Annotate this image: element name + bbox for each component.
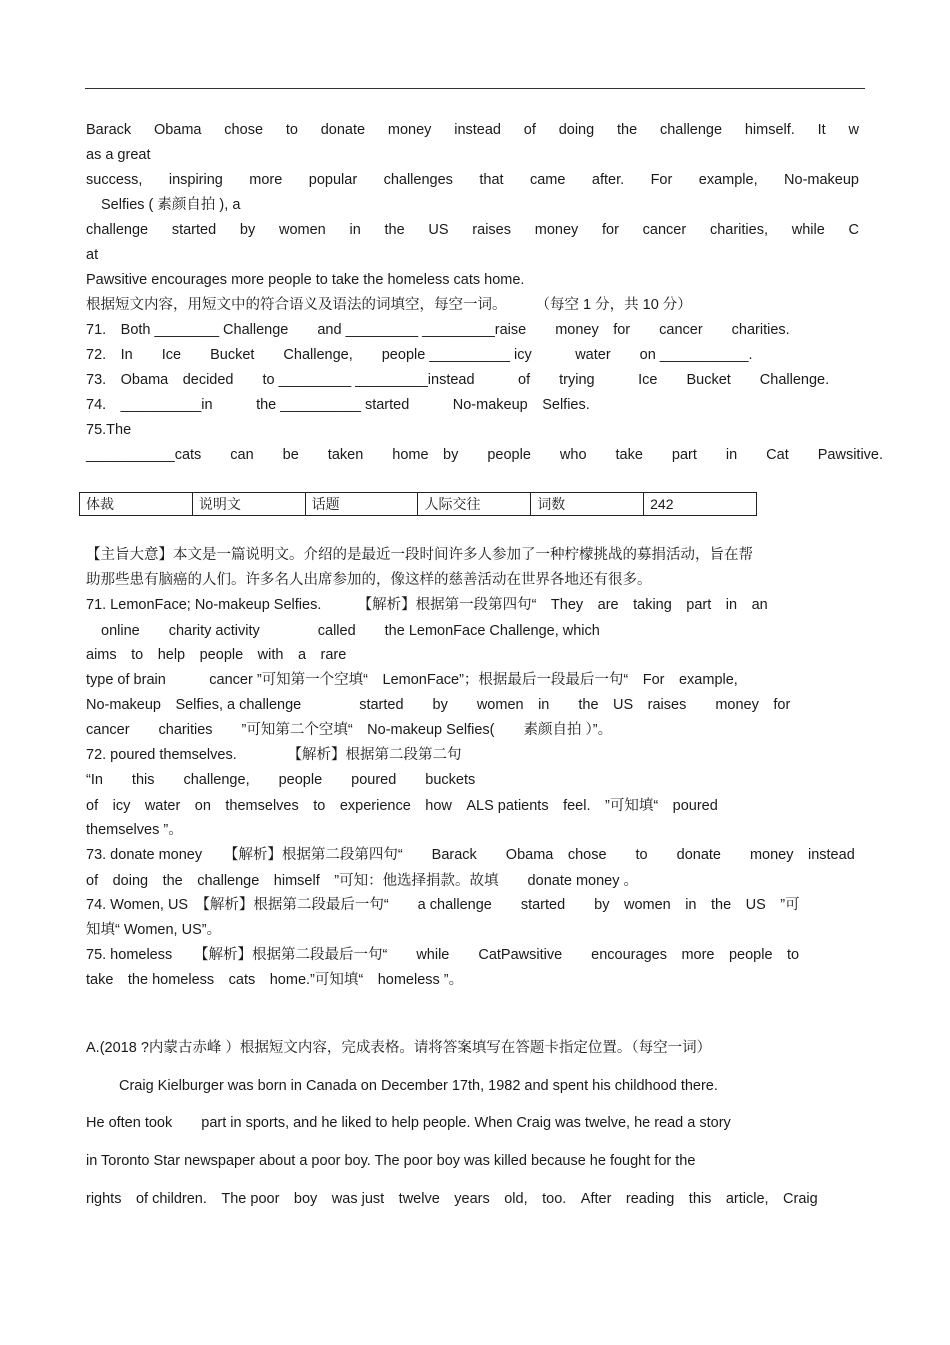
answer-line: online charity activity called the LemonFace Challenge, which — [101, 623, 600, 639]
info-table — [79, 492, 757, 516]
summary-line: 助那些患有脑癌的人们。许多名人出席参加的，像这样的慈善活动在世界各地还有很多。 — [86, 572, 652, 588]
answer-line: “In this challenge, people poured buckets — [86, 772, 476, 788]
section-a-line: Craig Kielburger was born in Canada on December 17th, 1982 and spent his childhood there. — [119, 1078, 718, 1094]
answer-line: of doing the challenge himself ”可知：他选择捐款。故填 donate money 。 — [86, 873, 638, 889]
answer-line: 知填“ Women, US”。 — [86, 922, 222, 938]
passage-line: at — [86, 247, 99, 263]
passage-line: as a great — [86, 147, 151, 163]
question-71: 71. Both ________ Challenge and _________ _________raise money for cancer charities. — [86, 322, 790, 338]
section-a-heading: A.(2018 ?内蒙古赤峰 ）根据短文内容，完成表格。请将答案填写在答题卡指定位置。（每空一词） — [86, 1040, 712, 1056]
question-73: 73. Obama decided to _________ _________instead of trying Ice Bucket Challenge. — [86, 372, 830, 388]
answer-line: of icy water on themselves to experience how ALS patients feel. ”可知填“ poured — [86, 798, 718, 814]
table-cell: 242 — [644, 493, 757, 516]
section-a-line: rights of children. The poor boy was just twelve years old, too. After reading this article, Craig — [86, 1191, 818, 1207]
section-a-line: in Toronto Star newspaper about a poor boy. The poor boy was killed because he fought for the — [86, 1153, 696, 1169]
passage-line: Pawsitive encourages more people to take the homeless cats home. — [86, 272, 525, 288]
table-cell: 话题 — [305, 493, 418, 516]
table-cell: 人际交往 — [418, 493, 531, 516]
summary-line: 【主旨大意】本文是一篇说明文。介绍的是最近一段时间许多人参加了一种柠檬挑战的募捐活动，旨在帮 — [86, 547, 753, 563]
section-a-line: He often took part in sports, and he liked to help people. When Craig was twelve, he read a story — [86, 1115, 731, 1131]
answer-line: 75. homeless 【解析】根据第二段最后一句“ while CatPawsitive encourages more people to — [86, 947, 800, 963]
question-75-line: ___________cats can be taken home by people who take part in Cat Pawsitive. — [86, 447, 884, 463]
table-cell: 词数 — [531, 493, 644, 516]
passage-line: Selfies ( 素颜自拍 ), a — [101, 197, 241, 213]
answer-line: No-makeup Selfies, a challenge started by women in the US raises money for — [86, 697, 791, 713]
question-74: 74. __________in the __________ started No-makeup Selfies. — [86, 397, 590, 413]
passage-line: challenge started by women in the US raises money for cancer charities, while C — [86, 222, 859, 238]
table-row — [80, 493, 757, 516]
answer-line: 72. poured themselves. 【解析】根据第二段第二句 — [86, 747, 462, 763]
question-72: 72. In Ice Bucket Challenge, people __________ icy water on ___________. — [86, 347, 753, 363]
answer-line: 74. Women, US 【解析】根据第二段最后一句“ a challenge started by women in the US ”可 — [86, 897, 800, 913]
answer-line: take the homeless cats home.”可知填“ homeless ”。 — [86, 972, 464, 988]
answer-line: cancer charities ”可知第二个空填“ No-makeup Selfies( 素颜自拍 ）”。 — [86, 722, 613, 738]
header-rule — [85, 88, 865, 89]
answer-line: themselves ”。 — [86, 822, 183, 838]
answer-line: type of brain cancer ”可知第一个空填“ LemonFace”；根据最后一段最后一句“ For example, — [86, 672, 738, 688]
instruction-text: 根据短文内容，用短文中的符合语义及语法的词填空，每空一词。 （每空 1 分，共 10 分） — [86, 297, 692, 313]
passage-line: success, inspiring more popular challenges that came after. For example, No-makeup — [86, 172, 859, 188]
answer-line: aims to help people with a rare — [86, 647, 347, 663]
question-75: 75.The — [86, 422, 132, 438]
answer-line: 73. donate money 【解析】根据第二段第四句“ Barack Obama chose to donate money instead — [86, 847, 855, 863]
passage-line: Barack Obama chose to donate money instead of doing the challenge himself. It w — [86, 122, 859, 138]
answer-line: 71. LemonFace; No-makeup Selfies. 【解析】根据第一段第四句“ They are taking part in an — [86, 597, 768, 613]
table-cell: 说明文 — [192, 493, 305, 516]
table-cell: 体裁 — [80, 493, 193, 516]
